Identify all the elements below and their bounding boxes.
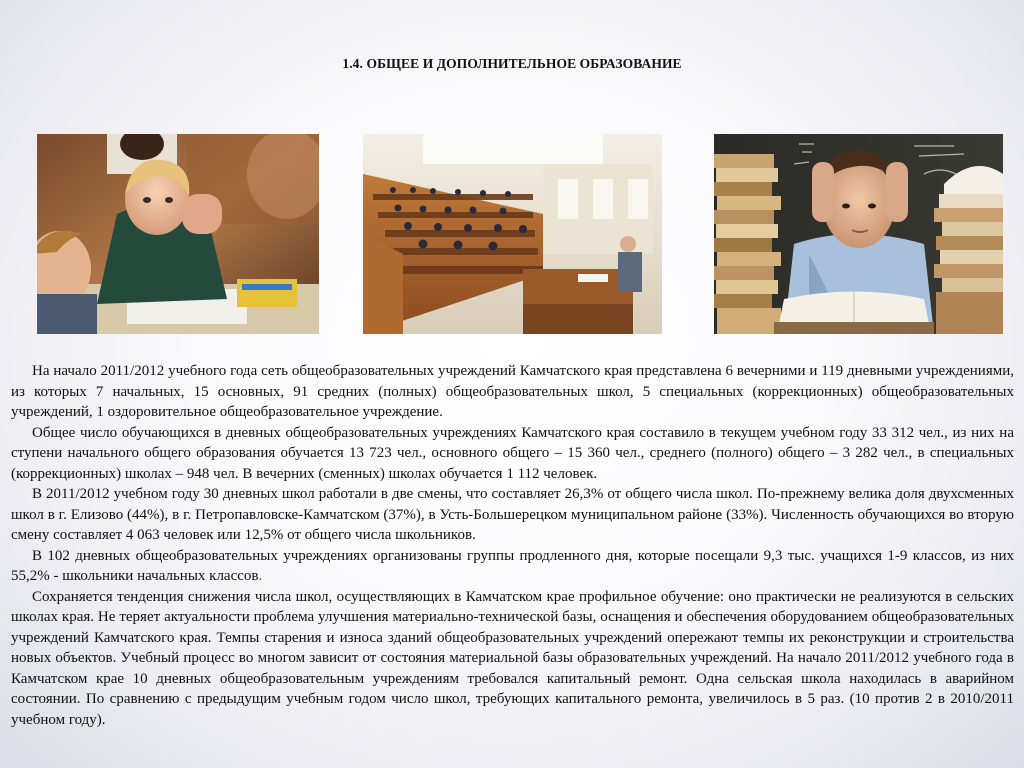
student-with-books-photo — [714, 134, 1003, 334]
paragraph-material-base: Сохраняется тенденция снижения числа школ, осуществляющих в Камчатском крае профильное обучение: оно практически не реализуются в сельских школах края. Не теряет актуальности проблема улучшения материально-технической базы, оснащения и обеспечения оборудованием общеобразовательных учреждений Камчатского края. Темпы старения и износа зданий общеобразовательных учреждений опережают темпы их реконструкции и строительства новых объектов. Учебный процесс во многом зависит от состояния материальной базы образовательных учреждений. На начало 2011/2012 учебного года в Камчатском крае 10 дневных общеобразовательным учреждениям требовался капитальный ремонт. Одна сельская школа находилась в аварийном состоянии. По сравнению с предыдущим учебным годом число школ, требующих капитального ремонта, увеличилось в 5 раз. (10 против 2 в 2010/2011 учебном году). — [11, 588, 1014, 728]
paragraph-extended-day-dot: . — [258, 568, 263, 584]
paragraph-students-count: Общее число обучающихся в дневных общеобразовательных учреждениях Камчатского края составило в текущем учебном году 33 312 чел., из них на ступени начального общего образования обучается 13 723 чел., основного общего – 15 360 чел., среднего (полного) общего – 3 282 чел., в специальных (коррекционных) школах – 948 чел. В вечерних (сменных) школах обучается 1 112 человек. — [11, 424, 1014, 482]
paragraph-schools-network: На начало 2011/2012 учебного года сеть общеобразовательных учреждений Камчатского края представлена 6 вечерними и 119 дневными учреждениями, из которых 7 начальных, 15 основных, 91 средних (полных) общеобразовательных школ, 5 специальных (коррекционных) общеобразовательных учреждений, 1 оздоровительное общеобразовательное учреждение. — [11, 363, 1014, 420]
lecture-hall-photo — [363, 134, 662, 334]
page-title: 1.4. ОБЩЕЕ И ДОПОЛНИТЕЛЬНОЕ ОБРАЗОВАНИЕ — [342, 56, 682, 71]
classroom-children-photo — [37, 134, 319, 334]
paragraph-extended-day-text: В 102 дневных общеобразовательных учреждениях организованы группы продленного дня, которые посещали 9,3 тыс. учащихся 1-9 классов, из них 55,2% - школьники начальных классов — [11, 547, 1014, 584]
paragraph-two-shifts: В 2011/2012 учебном году 30 дневных школ работали в две смены, что составляет 26,3% от общего числа школ. По-прежнему велика доля двухсменных школ в г. Елизово (44%), в г. Петропавловске-Камчатском (37%), в Усть-Большерецком муниципальном районе (33%). Численность обучающихся во вторую смену составляет 4 063 человек или 12,5% от общего числа школьников. — [11, 486, 1014, 543]
paragraph-extended-day — [11, 546, 1014, 587]
body-text — [11, 361, 1014, 730]
